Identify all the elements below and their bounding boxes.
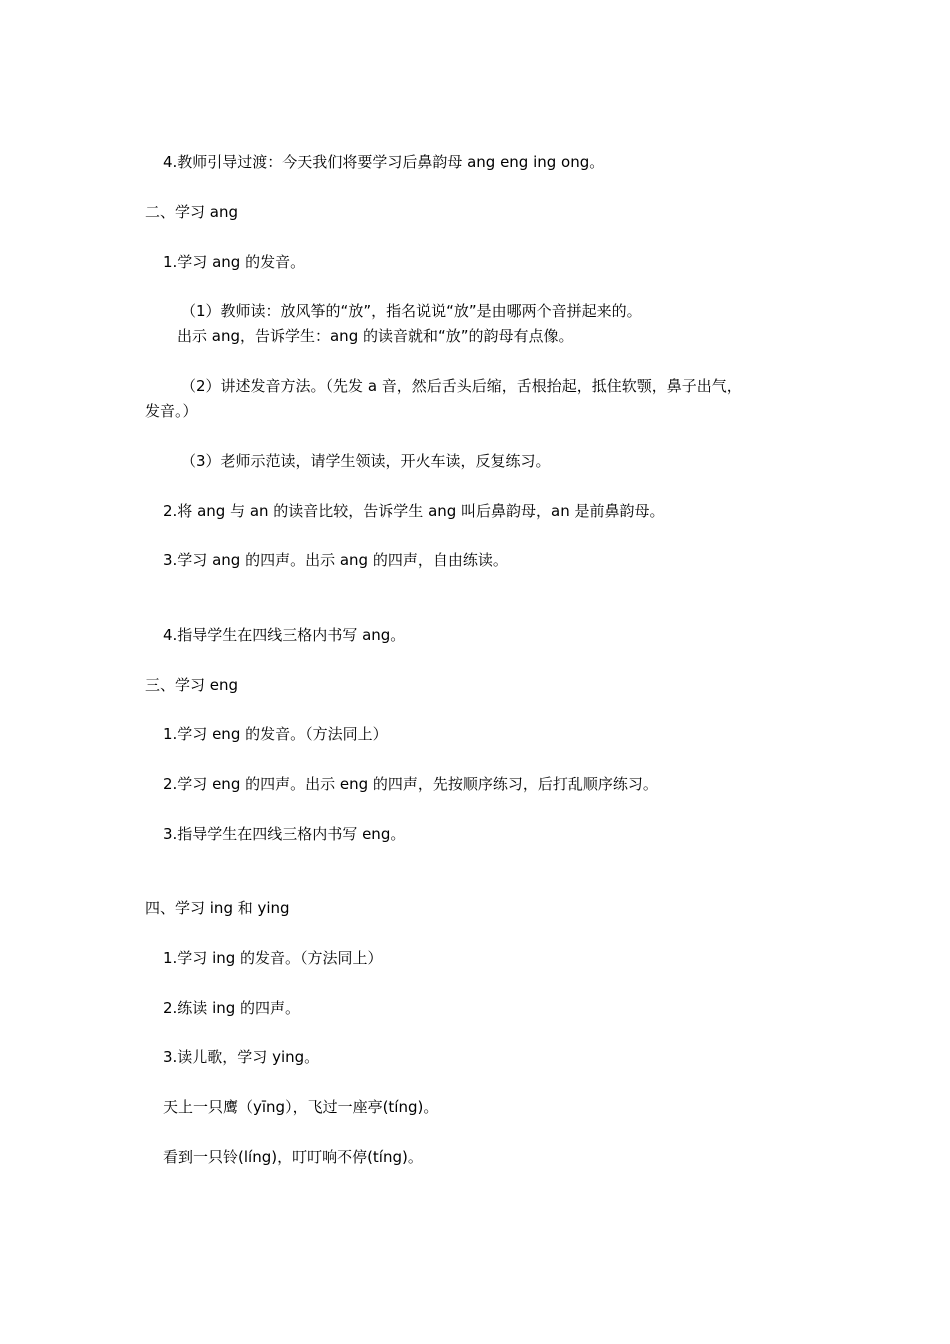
paragraph-ing-tones: 2.练读 ing 的四声。 — [163, 999, 301, 1017]
section-heading-ang: 二、学习 ang — [145, 203, 238, 221]
paragraph-step-2: （2）讲述发音方法。（先发 a 音，然后舌头后缩，舌根抬起，抵住软颚，鼻子出气， — [181, 377, 742, 395]
paragraph-step-1-continued: 出示 ang，告诉学生：ang 的读音就和“放”的韵母有点像。 — [177, 327, 574, 345]
paragraph-nursery-rhyme: 3.读儿歌，学习 ying。 — [163, 1048, 320, 1066]
section-heading-ing: 四、学习 ing 和 ying — [145, 899, 290, 917]
paragraph-step-1: （1）教师读：放风筝的“放”，指名说说“放”是由哪两个音拼起来的。 — [181, 302, 642, 320]
paragraph-step-3: （3）老师示范读，请学生领读，开火车读，反复练习。 — [181, 452, 551, 470]
rhyme-line-1: 天上一只鹰（yīng），飞过一座亭(tíng)。 — [163, 1098, 439, 1116]
paragraph-step-2-continued: 发音。） — [145, 402, 198, 420]
rhyme-line-2: 看到一只铃(líng)，叮叮响不停(tíng)。 — [163, 1148, 423, 1166]
paragraph-ang-tones: 3.学习 ang 的四声。出示 ang 的四声，自由练读。 — [163, 551, 508, 569]
paragraph-ang-compare: 2.将 ang 与 an 的读音比较，告诉学生 ang 叫后鼻韵母，an 是前鼻韵母。 — [163, 502, 665, 520]
paragraph-ing-pronunciation: 1.学习 ing 的发音。（方法同上） — [163, 949, 383, 967]
paragraph-eng-tones: 2.学习 eng 的四声。出示 eng 的四声，先按顺序练习，后打乱顺序练习。 — [163, 775, 658, 793]
paragraph-ang-writing: 4.指导学生在四线三格内书写 ang。 — [163, 626, 406, 644]
paragraph-eng-pronunciation: 1.学习 eng 的发音。（方法同上） — [163, 725, 388, 743]
section-heading-eng: 三、学习 eng — [145, 676, 239, 694]
paragraph-transition: 4.教师引导过渡：今天我们将要学习后鼻韵母 ang eng ing ong。 — [163, 153, 605, 171]
paragraph-eng-writing: 3.指导学生在四线三格内书写 eng。 — [163, 825, 406, 843]
paragraph-ang-pronunciation: 1.学习 ang 的发音。 — [163, 253, 306, 271]
